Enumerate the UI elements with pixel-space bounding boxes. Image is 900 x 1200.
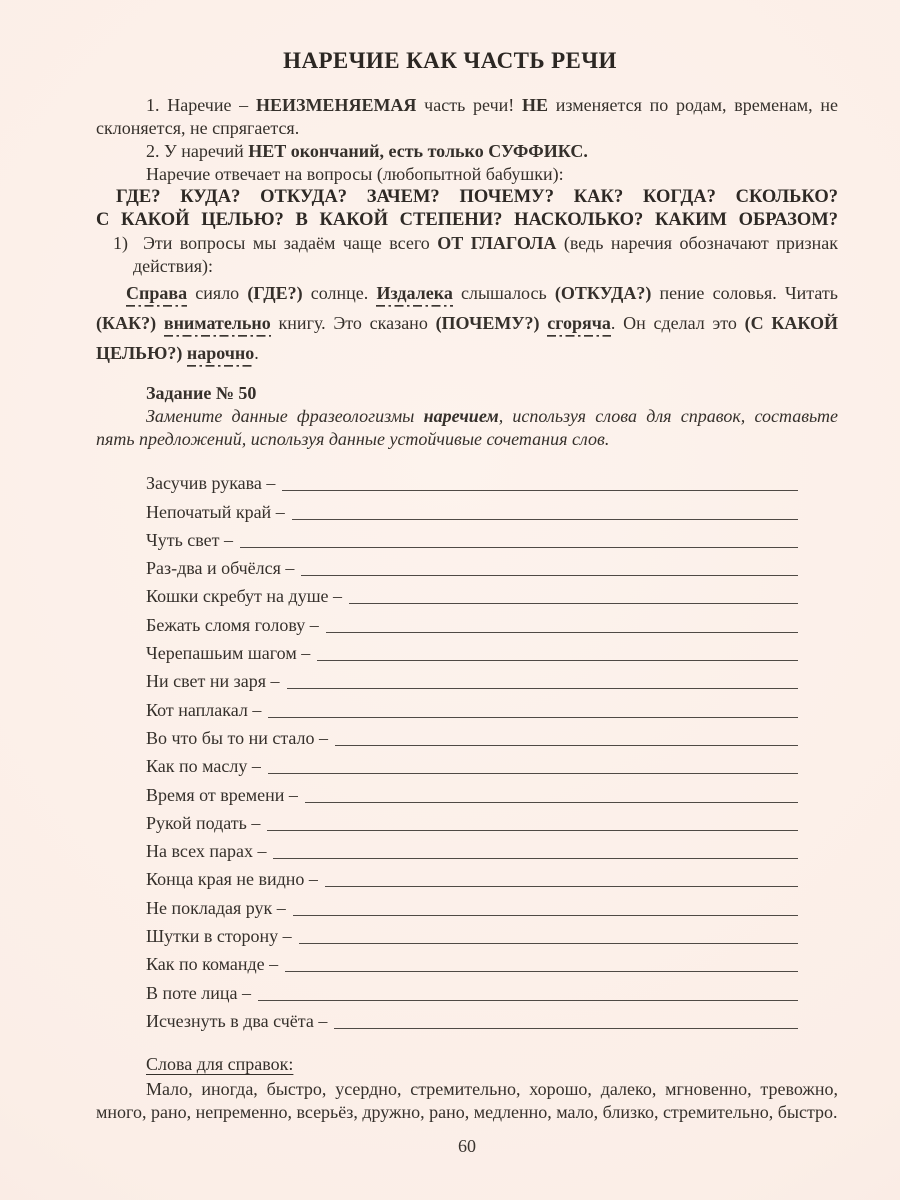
- worksheet-row: [146, 722, 838, 750]
- worksheet-row: [146, 665, 838, 693]
- worksheet-row: [146, 807, 838, 835]
- reference-words: Мало, иногда, быстро, усердно, стремительно, хорошо, далеко, мгновенно, тревожно, много, рано, непременно, всерьёз, дружно, рано, медленно, мало, близко, стремительно, быстро.: [96, 1078, 838, 1122]
- worksheet-row: [146, 778, 838, 806]
- task-instruction: Замените данные фразеологизмы наречием, используя слова для справок, составьте пять предложений, используя данные устойчивые сочетания слов.: [96, 406, 838, 449]
- phrase-label: Время от времени –: [146, 784, 298, 805]
- blank-answer-line: [293, 915, 798, 916]
- reference-heading-text: Слова для справок:: [146, 1053, 294, 1074]
- phrase-label: Чуть свет –: [146, 529, 234, 550]
- reference-section: [96, 1053, 838, 1124]
- phrase-label: Кошки скребут на душе –: [146, 586, 343, 607]
- worksheet-row: [146, 552, 838, 580]
- blank-answer-line: [317, 660, 798, 661]
- blank-answer-line: [273, 858, 798, 859]
- blank-answer-line: [335, 745, 798, 746]
- worksheet-row: [146, 976, 838, 1004]
- question-words-line-2: С КАКОЙ ЦЕЛЬЮ? В КАКОЙ СТЕПЕНИ? НАСКОЛЬКО? КАКИМ ОБРАЗОМ?: [96, 210, 838, 230]
- worksheet-row: [146, 920, 838, 948]
- worksheet-row: [146, 467, 838, 495]
- blank-answer-line: [299, 943, 798, 944]
- phrase-label: Засучив рукава –: [146, 473, 276, 494]
- phrase-label: Не покладая рук –: [146, 897, 286, 918]
- examples-paragraph: Справа сияло (ГДЕ?) солнце. Издалека слышалось (ОТКУДА?) пение соловья. Читать (КАК?) внимательно книгу. Это сказано (ПОЧЕМУ?) сгоряча. Он сделал это (С КАКОЙ ЦЕЛЬЮ?) нарочно.: [96, 278, 838, 368]
- blank-answer-line: [282, 490, 798, 491]
- worksheet-row: [146, 524, 838, 552]
- blank-answer-line: [301, 575, 798, 576]
- phrase-worksheet: [96, 467, 838, 1033]
- blank-answer-line: [240, 547, 798, 548]
- phrase-label: Как по маслу –: [146, 756, 261, 777]
- worksheet-row: [146, 891, 838, 919]
- worksheet-row: [146, 608, 838, 636]
- page-title: НАРЕЧИЕ КАК ЧАСТЬ РЕЧИ: [283, 48, 617, 73]
- blank-answer-line: [325, 886, 798, 887]
- point-1-paragraph: 1) Эти вопросы мы задаём чаще всего ОТ ГЛАГОЛА (ведь наречия обозначают признак действия):: [113, 233, 838, 276]
- phrase-label: Шутки в сторону –: [146, 926, 292, 947]
- phrase-label: Во что бы то ни стало –: [146, 727, 329, 748]
- phrase-label: Непочатый край –: [146, 501, 285, 522]
- task-heading: Задание № 50: [146, 383, 257, 403]
- blank-answer-line: [305, 802, 798, 803]
- phrase-label: Раз-два и обчёлся –: [146, 558, 295, 579]
- blank-answer-line: [334, 1028, 798, 1029]
- phrase-label: Конца края не видно –: [146, 869, 318, 890]
- rule-2-paragraph: 2. У наречий НЕТ окончаний, есть только СУФФИКС.: [146, 141, 588, 161]
- worksheet-row: [146, 495, 838, 523]
- blank-answer-line: [326, 632, 798, 633]
- blank-answer-line: [268, 773, 798, 774]
- phrase-label: На всех парах –: [146, 841, 267, 862]
- worksheet-row: [146, 580, 838, 608]
- phrase-label: Кот наплакал –: [146, 699, 262, 720]
- blank-answer-line: [285, 971, 798, 972]
- worksheet-row: [146, 693, 838, 721]
- blank-answer-line: [258, 1000, 798, 1001]
- phrase-label: Ни свет ни заря –: [146, 671, 280, 692]
- page-number: 60: [458, 1135, 476, 1156]
- questions-lead-paragraph: Наречие отвечает на вопросы (любопытной бабушки):: [146, 164, 564, 184]
- worksheet-row: [146, 637, 838, 665]
- reference-heading: [96, 1053, 838, 1076]
- blank-answer-line: [349, 603, 798, 604]
- blank-answer-line: [287, 688, 798, 689]
- worksheet-row: [146, 948, 838, 976]
- phrase-label: Как по команде –: [146, 954, 279, 975]
- blank-answer-line: [268, 717, 798, 718]
- phrase-label: Бежать сломя голову –: [146, 614, 319, 635]
- question-words-line-1: ГДЕ? КУДА? ОТКУДА? ЗАЧЕМ? ПОЧЕМУ? КАК? КОГДА? СКОЛЬКО?: [116, 187, 838, 207]
- phrase-label: Рукой подать –: [146, 812, 261, 833]
- phrase-label: В поте лица –: [146, 982, 251, 1003]
- worksheet-row: [146, 1005, 838, 1033]
- worksheet-row: [146, 863, 838, 891]
- worksheet-row: [146, 750, 838, 778]
- phrase-label: Черепашьим шагом –: [146, 643, 311, 664]
- worksheet-row: [146, 835, 838, 863]
- blank-answer-line: [292, 519, 798, 520]
- blank-answer-line: [267, 830, 798, 831]
- rule-1-paragraph: 1. Наречие – НЕИЗМЕНЯЕМАЯ часть речи! НЕ изменяется по родам, временам, не склоняется, не спрягается.: [96, 95, 839, 138]
- phrase-label: Исчезнуть в два счёта –: [146, 1010, 328, 1031]
